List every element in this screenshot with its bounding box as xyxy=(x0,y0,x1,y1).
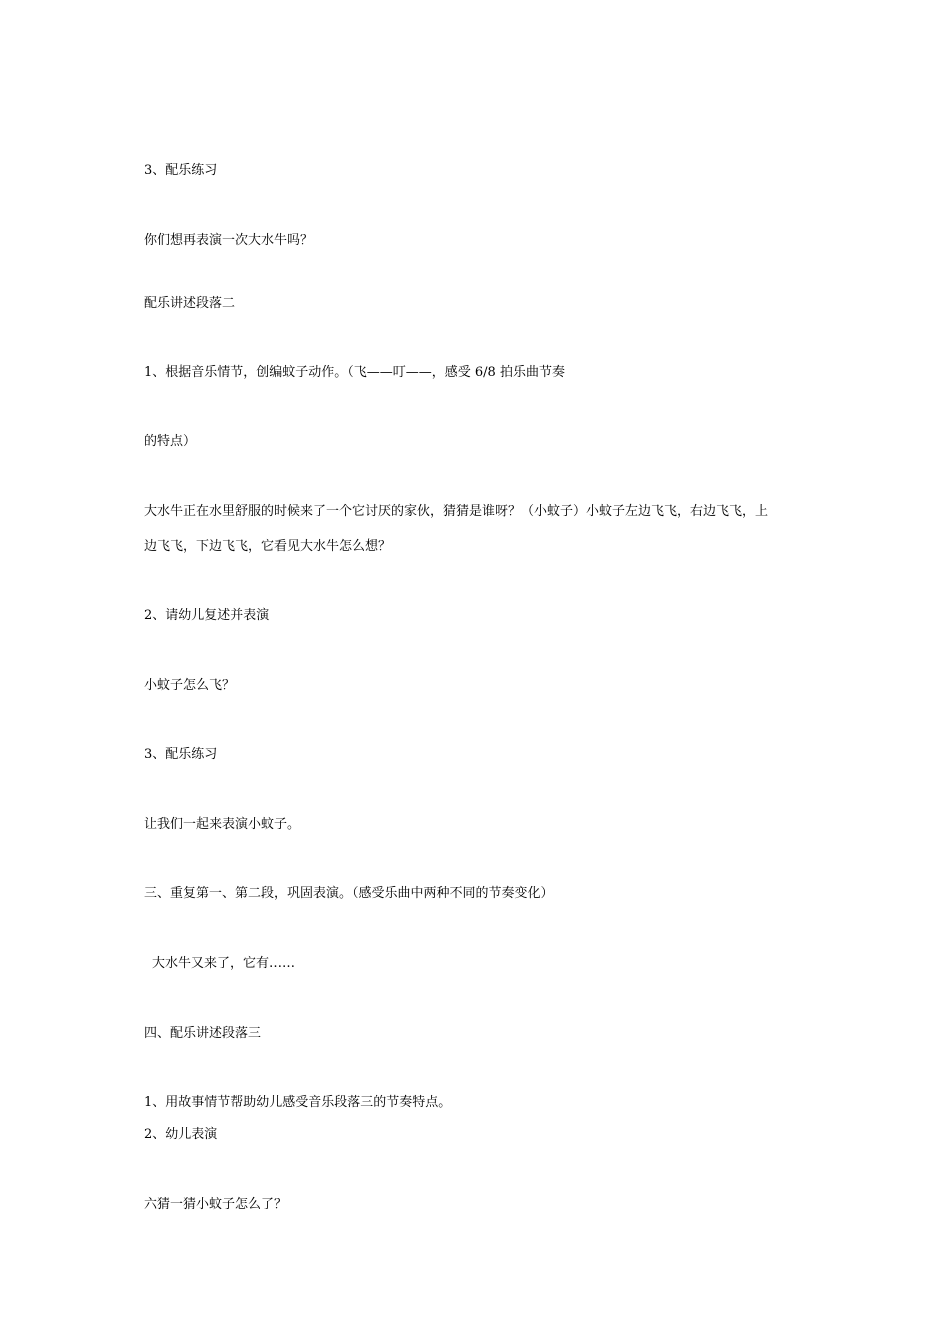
paragraph-line: 大水牛又来了，它有…… xyxy=(152,956,296,971)
paragraph-line: 的特点） xyxy=(144,434,197,449)
paragraph-line: 六猜一猜小蚊子怎么了？ xyxy=(144,1197,288,1212)
paragraph-line: 1、用故事情节帮助幼儿感受音乐段落三的节奏特点。 xyxy=(144,1095,452,1110)
paragraph-line: 小蚊子怎么飞？ xyxy=(144,678,236,693)
paragraph-line: 大水牛正在水里舒服的时候来了一个它讨厌的家伙，猜猜是谁呀？（小蚊子）小蚊子左边飞飞，右边飞飞，上 xyxy=(144,504,769,519)
paragraph-line: 2、请幼儿复述并表演 xyxy=(144,608,270,623)
paragraph-line: 3、配乐练习 xyxy=(144,163,218,178)
paragraph-line: 3、配乐练习 xyxy=(144,747,218,762)
paragraph-line: 你们想再表演一次大水牛吗？ xyxy=(144,233,314,248)
paragraph-line: 让我们一起来表演小蚊子。 xyxy=(144,817,301,832)
paragraph-line: 三、重复第一、第二段，巩固表演。（感受乐曲中两种不同的节奏变化） xyxy=(144,886,554,901)
paragraph-line: 四、配乐讲述段落三 xyxy=(144,1026,262,1041)
paragraph-line: 配乐讲述段落二 xyxy=(144,296,236,311)
paragraph-line: 2、幼儿表演 xyxy=(144,1127,218,1142)
paragraph-line: 边飞飞，下边飞飞，它看见大水牛怎么想？ xyxy=(144,539,392,554)
paragraph-line: 1、根据音乐情节，创编蚊子动作。（飞——叮——，感受 6/8 拍乐曲节奏 xyxy=(144,365,565,380)
